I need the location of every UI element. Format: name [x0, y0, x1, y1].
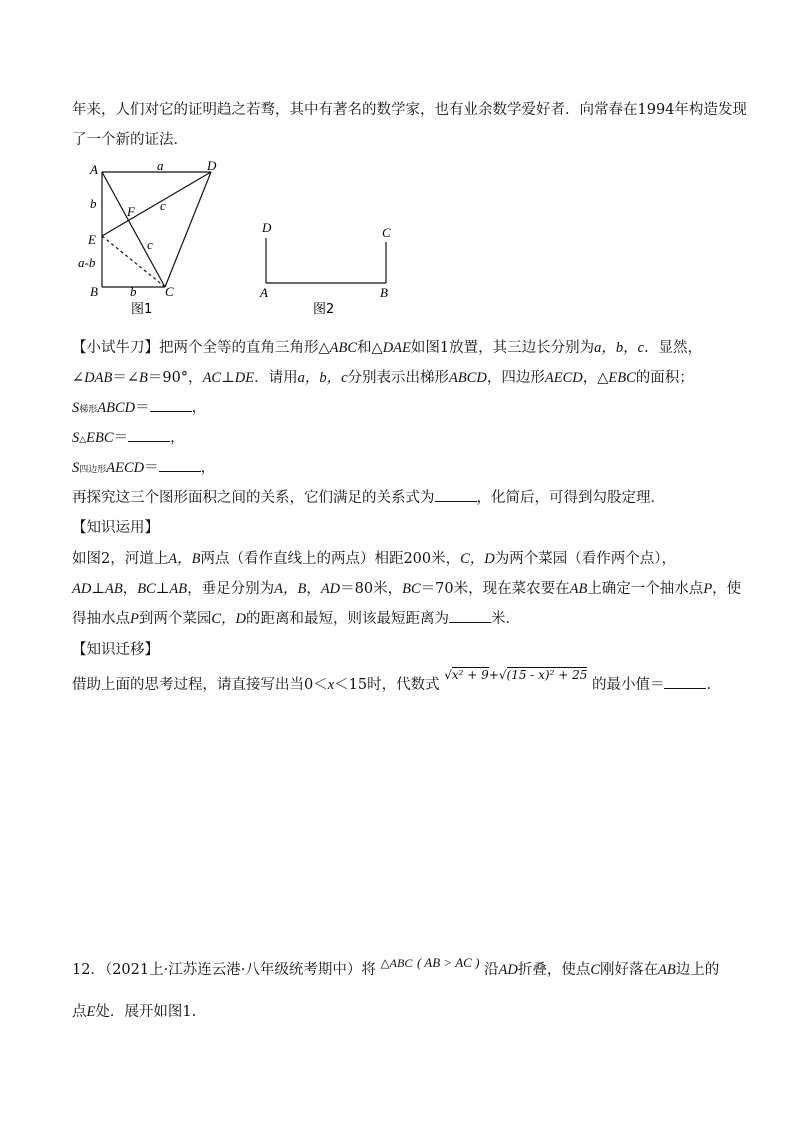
intro-line-2: 了一个新的证法．: [72, 132, 188, 148]
text: ∠: [72, 370, 85, 386]
section1-tag: 【小试牛刀】: [72, 340, 159, 356]
sqrt-expression-2: √(15 - x)² + 25: [498, 668, 588, 682]
var-text: S: [72, 460, 80, 476]
var-text: AD: [72, 581, 92, 597]
var-text: AB: [658, 962, 676, 978]
text: ，: [122, 581, 138, 597]
subscript: △: [79, 435, 87, 445]
text: 边上的: [675, 962, 720, 978]
fig2-point-B: B: [380, 285, 388, 300]
var-text: A，B: [168, 551, 201, 567]
text: ＝∠: [112, 370, 139, 386]
section3-tag: 【知识迁移】: [72, 642, 159, 658]
fig1-point-E: E: [88, 232, 96, 247]
text: 得抽水点: [72, 611, 130, 627]
area-quadrilateral-line: [72, 456, 215, 477]
subscript: 四边形: [79, 465, 107, 475]
section1-line-1: [72, 336, 702, 357]
fig1-point-D: D: [207, 158, 217, 173]
fig1-point-A: A: [90, 162, 98, 177]
text: ＝: [144, 460, 159, 476]
var-text: ABCD: [449, 370, 487, 386]
var-text: DE: [234, 370, 255, 386]
section2-line-3: [72, 607, 520, 628]
text: 米．: [491, 611, 521, 627]
var-text: P: [130, 611, 139, 627]
text: ⊥: [155, 581, 170, 597]
text: 沿: [484, 962, 499, 978]
text: 再探究这三个图形面积之间的关系，它们满足的关系式为: [72, 490, 435, 506]
var-text: EBC: [86, 430, 114, 446]
sqrt-expression-1: √x² + 9: [444, 668, 489, 682]
var-text: C，D: [460, 551, 495, 567]
section3-line-1: 借助上面的思考过程，请直接写出当0＜x＜15时，代数式 √x² + 9+√(15 - x)² + 25 的最小值＝ ．: [72, 668, 721, 693]
var-text: BC: [402, 581, 421, 597]
answer-blank-5[interactable]: [449, 609, 491, 623]
text: 的距离和最短，则该最短距离为: [246, 611, 450, 627]
text: ＝: [113, 430, 129, 446]
fig1-label-a-b-left: a-b: [78, 255, 96, 270]
section2-line-2: [72, 577, 741, 598]
var-text: AD: [320, 581, 341, 597]
text: 如图2，河道上: [72, 551, 169, 567]
var-text: x: [327, 677, 335, 693]
fig1-label-c-lower: c: [147, 237, 153, 252]
var-text: C，D: [211, 611, 247, 627]
var-text: ABCD: [97, 400, 136, 416]
var-text: AECD: [106, 460, 145, 476]
section1-line-2: [72, 366, 694, 387]
area-trapezoid-line: [72, 396, 206, 417]
answer-blank-6[interactable]: [664, 675, 706, 689]
text: 折叠，使点: [517, 962, 591, 978]
fig1-label-a-top: a: [157, 158, 164, 173]
text: ＜15时，代数式: [334, 677, 440, 693]
text: 刚好落在: [600, 962, 659, 978]
figure-2: [255, 210, 405, 320]
var-text: AB: [104, 581, 123, 597]
answer-blank-4[interactable]: [435, 488, 477, 502]
text: 到两个菜园: [138, 611, 212, 627]
fig2-point-C: C: [382, 225, 391, 240]
var-text: a，b，c: [297, 370, 348, 386]
var-text: DAE: [382, 340, 411, 356]
var-text: BC: [137, 581, 156, 597]
text: ，: [306, 581, 321, 597]
text: 借助上面的思考过程，请直接写出当0＜: [72, 677, 328, 693]
var-text: AB: [169, 581, 188, 597]
var-text: AECD: [544, 370, 583, 386]
answer-blank-2[interactable]: [128, 428, 170, 442]
text: ，△: [582, 370, 609, 386]
fig1-label-c-upper: c: [160, 198, 166, 213]
radicand: (15 - x)² + 25: [506, 668, 588, 682]
text: ，: [200, 460, 216, 476]
section1-relation-line: [72, 486, 665, 507]
text: 把两个全等的直角三角形△: [159, 340, 330, 356]
fig1-point-C: C: [165, 284, 174, 299]
text: ＝: [135, 400, 150, 416]
section2-line-1: [72, 547, 676, 568]
condition-text: ( AB > AC ): [416, 955, 480, 970]
answer-blank-3[interactable]: [159, 458, 201, 472]
fig2-point-D: D: [262, 220, 272, 235]
text: ＝70米，现在菜农要在: [420, 581, 570, 597]
radicand: x² + 9: [451, 668, 489, 682]
text: ，四边形: [486, 370, 545, 386]
text: ＝80米，: [340, 581, 403, 597]
text: 如图1放置，其三边长分别为: [410, 340, 595, 356]
var-text: △ABC: [380, 956, 413, 970]
text: ，: [170, 430, 185, 446]
var-text: EBC: [608, 370, 636, 386]
fig1-caption: 图1: [131, 302, 153, 317]
text: ，化简后，可得到勾股定理．: [476, 490, 665, 506]
text: 的最小值＝: [591, 677, 665, 693]
text: ⊥: [91, 581, 105, 597]
question-12-line-2: [72, 1000, 196, 1021]
fig2-caption: 图2: [313, 302, 335, 317]
text: ．: [706, 677, 721, 693]
text: 点: [72, 1004, 87, 1020]
text: ，: [191, 400, 207, 416]
text: ＝90°，: [147, 370, 203, 386]
subscript: 梯形: [79, 405, 98, 415]
var-text: AC: [202, 370, 222, 386]
text: 上确定一个抽水点: [587, 581, 704, 597]
fig1-label-b-left: b: [90, 196, 97, 211]
text: 的面积；: [635, 370, 694, 386]
text: ．请用: [254, 370, 298, 386]
text: ．显然，: [644, 340, 703, 356]
var-text: DAB: [84, 370, 113, 386]
fig2-point-A: A: [260, 285, 268, 300]
intro-line-1: 年来，人们对它的证明趋之若骛，其中有著名的数学家，也有业余数学爱好者．向常春在1994年构造发现: [72, 102, 747, 118]
area-triangle-line: [72, 426, 185, 447]
text: 处．展开如图1.: [95, 1004, 197, 1020]
fig1-label-b-bottom: b: [130, 284, 137, 299]
fig1-point-F: F: [127, 204, 135, 219]
var-text: S: [72, 400, 80, 416]
text: ，使: [712, 581, 742, 597]
var-text: P: [703, 581, 713, 597]
var-text: C: [590, 962, 601, 978]
text: 和△: [357, 340, 383, 356]
text: 分别表示出梯形: [347, 370, 450, 386]
var-text: AD: [498, 962, 518, 978]
fig1-point-B: B: [90, 284, 98, 299]
question-12-line-1: [72, 955, 720, 979]
question-number: 12．（2021上·江苏连云港·八年级统考期中）将: [72, 962, 376, 978]
section2-tag: 【知识运用】: [72, 520, 159, 536]
answer-blank-1[interactable]: [150, 398, 192, 412]
var-text: AB: [569, 581, 588, 597]
text: 为两个菜园（看作两个点），: [494, 551, 677, 567]
var-text: S: [72, 430, 80, 446]
text: 两点（看作直线上的两点）相距200米，: [200, 551, 461, 567]
var-text: E: [86, 1004, 96, 1020]
var-text: A，B: [274, 581, 307, 597]
var-text: ABC: [329, 340, 358, 356]
figure-1: [80, 155, 240, 325]
text: ，垂足分别为: [187, 581, 275, 597]
var-text: a，b，c: [594, 340, 645, 356]
var-text: B: [139, 370, 148, 386]
text: ⊥: [221, 370, 235, 386]
